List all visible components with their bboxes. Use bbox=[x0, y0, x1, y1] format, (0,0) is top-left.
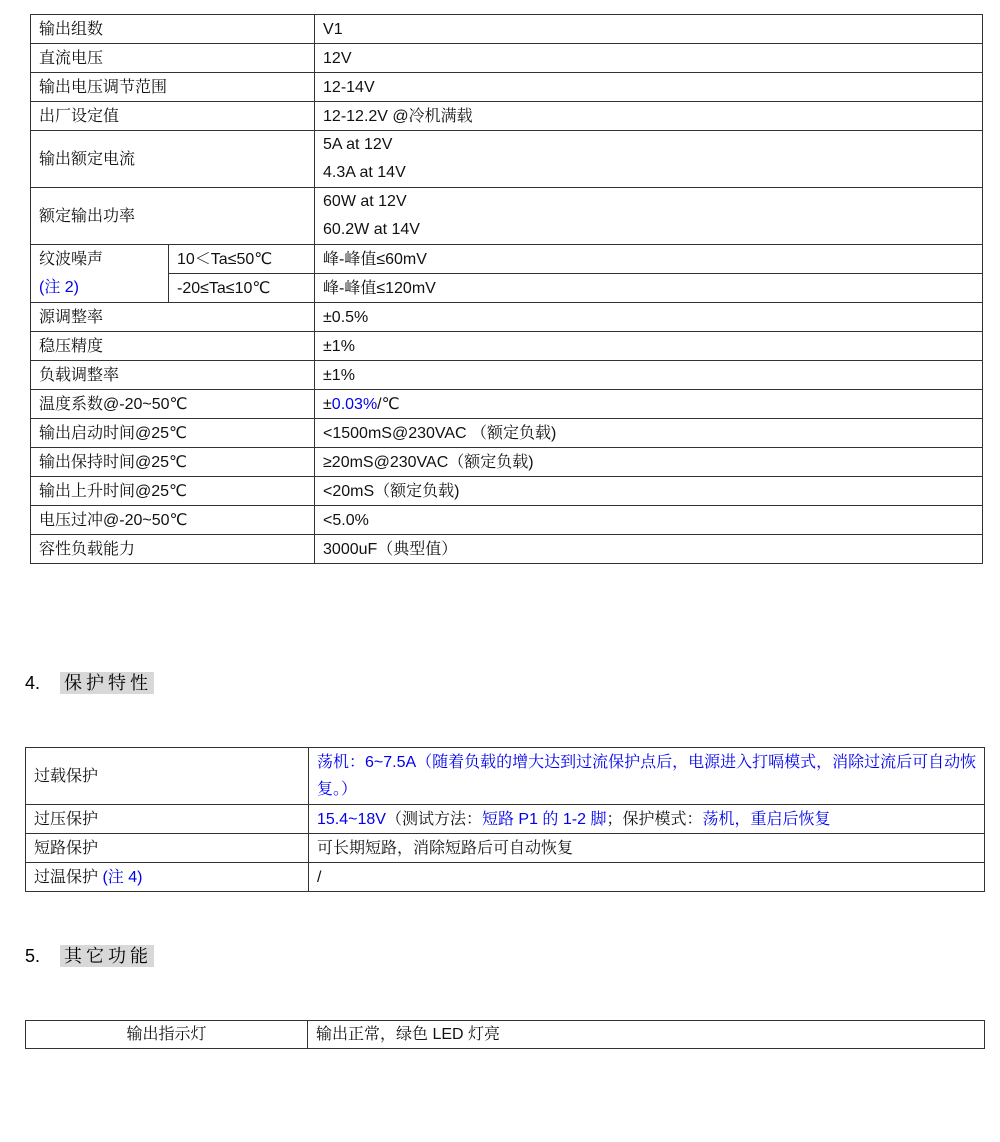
spec-value: ±1% bbox=[315, 332, 983, 361]
spec-label: 电压过冲@-20~50℃ bbox=[31, 506, 315, 535]
protection-value: 可长期短路，消除短路后可自动恢复 bbox=[309, 834, 985, 863]
spec-label: 直流电压 bbox=[31, 44, 315, 73]
spec-value bbox=[315, 390, 983, 419]
table-row bbox=[31, 15, 983, 44]
spec-table bbox=[30, 14, 983, 564]
protection-value: / bbox=[309, 863, 985, 892]
spec-label: 稳压精度 bbox=[31, 332, 315, 361]
table-row bbox=[26, 1021, 985, 1049]
table-row bbox=[31, 274, 983, 303]
ripple-condition: -20≤Ta≤10℃ bbox=[169, 274, 315, 303]
protection-label: 过载保护 bbox=[26, 748, 309, 805]
other-functions-table bbox=[25, 1020, 985, 1049]
table-row bbox=[26, 863, 985, 892]
protection-table bbox=[25, 747, 985, 892]
label-part: 过温保护 bbox=[34, 868, 103, 886]
other-label: 输出指示灯 bbox=[26, 1021, 308, 1049]
table-row bbox=[26, 748, 985, 805]
table-row bbox=[31, 361, 983, 390]
section-heading-protection bbox=[25, 671, 1000, 695]
value-part: ；保护模式： bbox=[606, 810, 703, 828]
value-part-blue: 0.03% bbox=[331, 395, 378, 413]
spec-value: 峰-峰值≤60mV bbox=[315, 245, 983, 274]
spec-label: 输出额定电流 bbox=[31, 131, 315, 188]
table-row bbox=[31, 188, 983, 245]
value-part-blue: 短路 P1 的 1-2 脚 bbox=[481, 810, 607, 828]
table-row bbox=[31, 506, 983, 535]
spec-label: 输出电压调节范围 bbox=[31, 73, 315, 102]
other-value: 输出正常，绿色 LED 灯亮 bbox=[308, 1021, 985, 1049]
spec-value: 3000uF（典型值） bbox=[315, 535, 983, 564]
spec-label: 输出保持时间@25℃ bbox=[31, 448, 315, 477]
value-part: （测试方法： bbox=[385, 810, 482, 828]
spec-value: V1 bbox=[315, 15, 983, 44]
table-row bbox=[31, 390, 983, 419]
section-title: 保护特性 bbox=[60, 672, 154, 694]
table-row bbox=[31, 102, 983, 131]
table-row bbox=[31, 448, 983, 477]
table-row bbox=[31, 303, 983, 332]
protection-label bbox=[26, 863, 309, 892]
spec-label: 源调整率 bbox=[31, 303, 315, 332]
spec-label: 输出组数 bbox=[31, 15, 315, 44]
spec-label: 输出启动时间@25℃ bbox=[31, 419, 315, 448]
spec-value: ±1% bbox=[315, 361, 983, 390]
table-row bbox=[31, 73, 983, 102]
spec-value: <5.0% bbox=[315, 506, 983, 535]
spec-value: 12-12.2V @冷机满载 bbox=[315, 102, 983, 131]
value-part-blue: 15.4~18V bbox=[317, 810, 386, 828]
spec-label: 出厂设定值 bbox=[31, 102, 315, 131]
table-row bbox=[31, 419, 983, 448]
spec-value: 12-14V bbox=[315, 73, 983, 102]
table-row bbox=[31, 332, 983, 361]
spec-value: 12V bbox=[315, 44, 983, 73]
spec-label: 输出上升时间@25℃ bbox=[31, 477, 315, 506]
section-title: 其它功能 bbox=[60, 945, 154, 967]
protection-value bbox=[309, 805, 985, 834]
spec-label: 温度系数@-20~50℃ bbox=[31, 390, 315, 419]
spec-label: 额定输出功率 bbox=[31, 188, 315, 245]
spec-value bbox=[315, 188, 983, 245]
value-line: 5A at 12V bbox=[323, 136, 393, 153]
value-line: 4.3A at 14V bbox=[323, 164, 406, 181]
section-number: 4. bbox=[25, 673, 41, 693]
table-row bbox=[31, 44, 983, 73]
section-heading-other bbox=[25, 944, 1000, 968]
table-row bbox=[26, 805, 985, 834]
spec-value bbox=[315, 131, 983, 188]
table-row bbox=[31, 477, 983, 506]
protection-value: 荡机：6~7.5A（随着负载的增大达到过流保护点后，电源进入打嗝模式，消除过流后可自动恢复。） bbox=[309, 748, 985, 805]
value-part: /℃ bbox=[377, 395, 400, 413]
note-reference: (注 4) bbox=[102, 868, 143, 886]
protection-label: 过压保护 bbox=[26, 805, 309, 834]
spec-label: 容性负载能力 bbox=[31, 535, 315, 564]
section-number: 5. bbox=[25, 946, 41, 966]
ripple-condition: 10＜Ta≤50℃ bbox=[169, 245, 315, 274]
value-line: 60W at 12V bbox=[323, 193, 407, 210]
table-row bbox=[26, 834, 985, 863]
note-reference: (注 2) bbox=[39, 278, 80, 296]
spec-value: <20mS（额定负载) bbox=[315, 477, 983, 506]
spec-label bbox=[31, 245, 169, 303]
spec-value: ≥20mS@230VAC（额定负载) bbox=[315, 448, 983, 477]
protection-label: 短路保护 bbox=[26, 834, 309, 863]
value-part: ± bbox=[323, 395, 332, 413]
spec-value: 峰-峰值≤120mV bbox=[315, 274, 983, 303]
spec-value: <1500mS@230VAC （额定负载) bbox=[315, 419, 983, 448]
table-row bbox=[31, 535, 983, 564]
table-row bbox=[31, 245, 983, 274]
spec-value: ±0.5% bbox=[315, 303, 983, 332]
value-part-blue: 荡机，重启后恢复 bbox=[702, 810, 831, 828]
ripple-label-text: 纹波噪声 bbox=[39, 250, 104, 268]
value-line: 60.2W at 14V bbox=[323, 221, 420, 238]
table-row bbox=[31, 131, 983, 188]
spec-label: 负载调整率 bbox=[31, 361, 315, 390]
